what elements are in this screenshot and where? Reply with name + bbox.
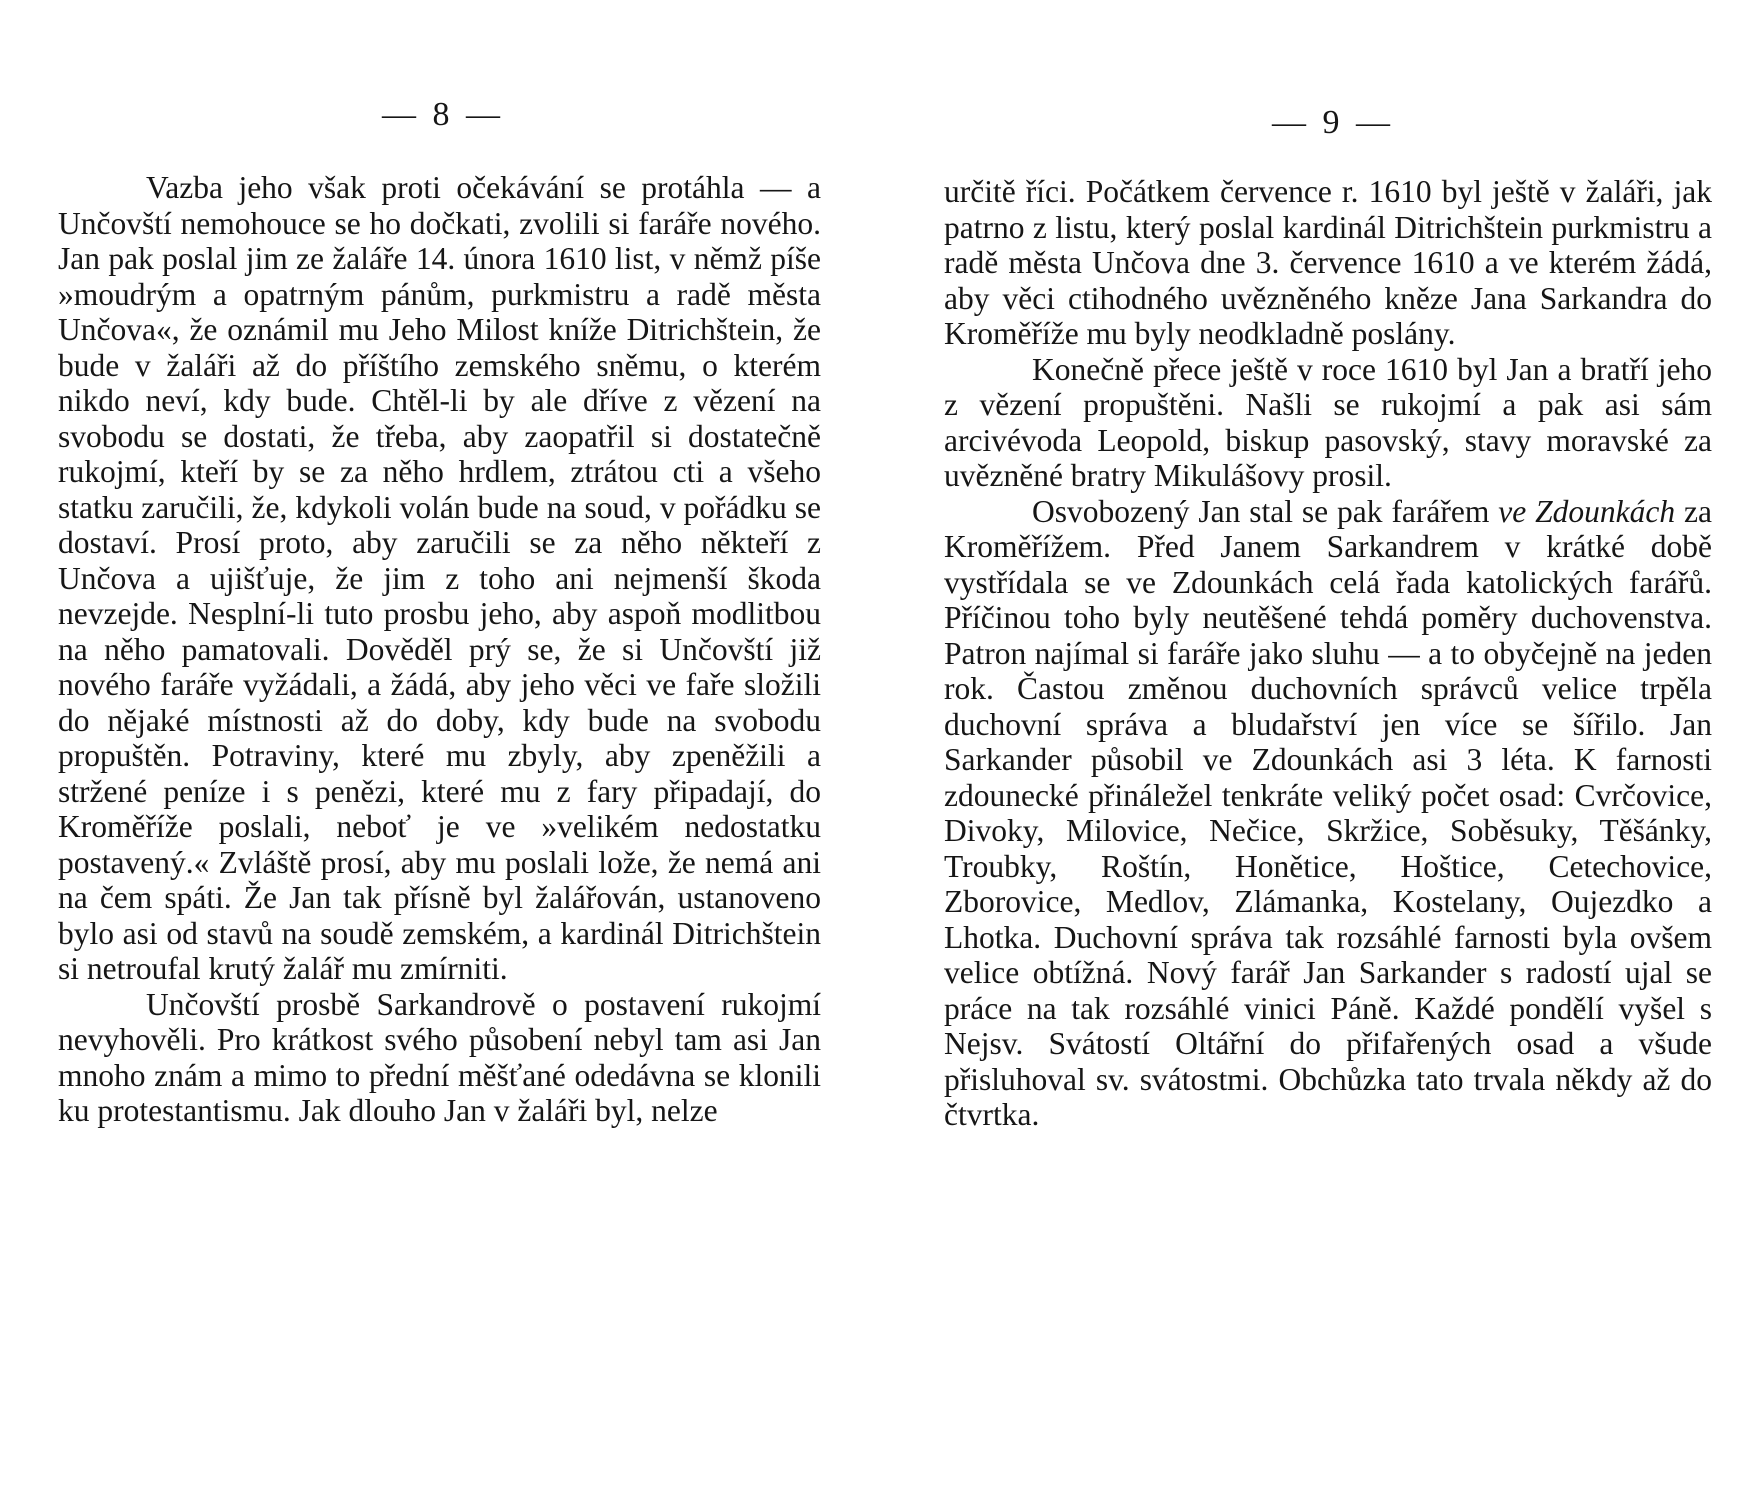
emphasized-place-name: ve Zdounkách xyxy=(1498,493,1676,529)
paragraph: určitě říci. Počátkem července r. 1610 byl ještě v žaláři, jak patrno z listu, který poslal kardinál Ditrichštein purkmistru a radě města Unčova dne 3. července 1610 a ve kterém žádá, aby věci ctihodného uvězněného kněze Jana Sarkandra do Kroměříže mu byly neodkladně poslány. xyxy=(944,174,1712,351)
paragraph-text: Osvobozený Jan stal se pak farářem xyxy=(1032,493,1499,529)
paragraph-text: za Kroměřížem. Před Janem Sarkandrem v krátké době vystřídala se ve Zdounkách celá řada katolických farářů. Příčinou toho byly neutěšené tehdá poměry duchovenstva. Patron najímal si faráře jako sluhu — a to obyčejně na jeden rok. Častou změnou duchovních správců velice trpěla duchovní správa a bludařství jen více se šířilo. Jan Sarkander působil ve Zdounkách asi 3 léta. K farnosti zdounecké přináležel tenkráte veliký počet osad: Cvrčovice, Divoky, Milovice, Nečice, Skržice, Soběsuky, Těšánky, Troubky, Roštín, Honětice, Hoštice, Cetechovice, Zborovice, Medlov, Zlámanka, Kostelany, Oujezdko a Lhotka. Duchovní správa tak rozsáhlé farnosti byla ovšem velice obtížná. Nový farář Jan Sarkander s radostí ujal se práce na tak rozsáhlé vinici Páně. Každé pondělí vyšel s Nejsv. Svátostí Oltářní do přifařených osad a všude přisluhoval sv. svátostmi. Obchůzka tato trvala někdy až do čtvrtka. xyxy=(944,493,1712,1132)
page-number: — 9 — xyxy=(1272,104,1394,141)
paragraph: Vazba jeho však proti očekávání se protáhla — a Unčovští nemohouce se ho dočkati, zvolili si faráře nového. Jan pak poslal jim ze žaláře 14. února 1610 list, v němž píše »moudrým a opatrným pánům, purkmistru a radě města Unčova«, že oznámil mu Jeho Milost kníže Ditrichštein, že bude v žaláři až do příštího zemského sněmu, o kterém nikdo neví, kdy bude. Chtěl-li by ale dříve z vězení na svobodu se dostati, že třeba, aby zaopatřil si dostatečně rukojmí, kteří by se za něho hrdlem, ztrátou cti a všeho statku zaručili, že, kdykoli volán bude na soud, v pořádku se dostaví. Prosí proto, aby zaručili se za něho někteří z Unčova a ujišťuje, že jim z toho ani nejmenší škoda nevzejde. Nesplní-li tuto prosbu jeho, aby aspoň modlitbou na něho pamatovali. Dověděl prý se, že si Unčovští již nového faráře vyžádali, a žádá, aby jeho věci ve faře složili do nějaké místnosti až do doby, kdy bude na svobodu propuštěn. Potraviny, které mu zbyly, aby zpeněžili a stržené peníze i s penězi, které mu z fary připadají, do Kroměříže poslali, neboť je ve »velikém nedostatku postavený.« Zvláště prosí, aby mu poslali lože, že nemá ani na čem spáti. Že Jan tak přísně byl žalářován, ustanoveno bylo asi od stavů na soudě zemském, a kardinál Ditrichštein si netroufal krutý žalář mu zmírniti. xyxy=(58,170,821,986)
text-column xyxy=(58,170,821,1129)
paragraph: Unčovští prosbě Sarkandrově o postavení rukojmí nevyhověli. Pro krátkost svého působení nebyl tam asi Jan mnoho znám a mimo to přední měšťané odedávna se klonili ku protestantismu. Jak dlouho Jan v žaláři byl, nelze xyxy=(58,986,821,1128)
paragraph: Konečně přece ještě v roce 1610 byl Jan a bratří jeho z vězení propuštěni. Našli se rukojmí a pak asi sám arcivévoda Leopold, biskup pasovský, stavy moravské za uvězněné bratry Mikulášovy prosil. xyxy=(944,351,1712,493)
paragraph xyxy=(944,494,1712,1133)
page-number: — 8 — xyxy=(382,96,504,133)
text-column xyxy=(944,174,1712,1133)
